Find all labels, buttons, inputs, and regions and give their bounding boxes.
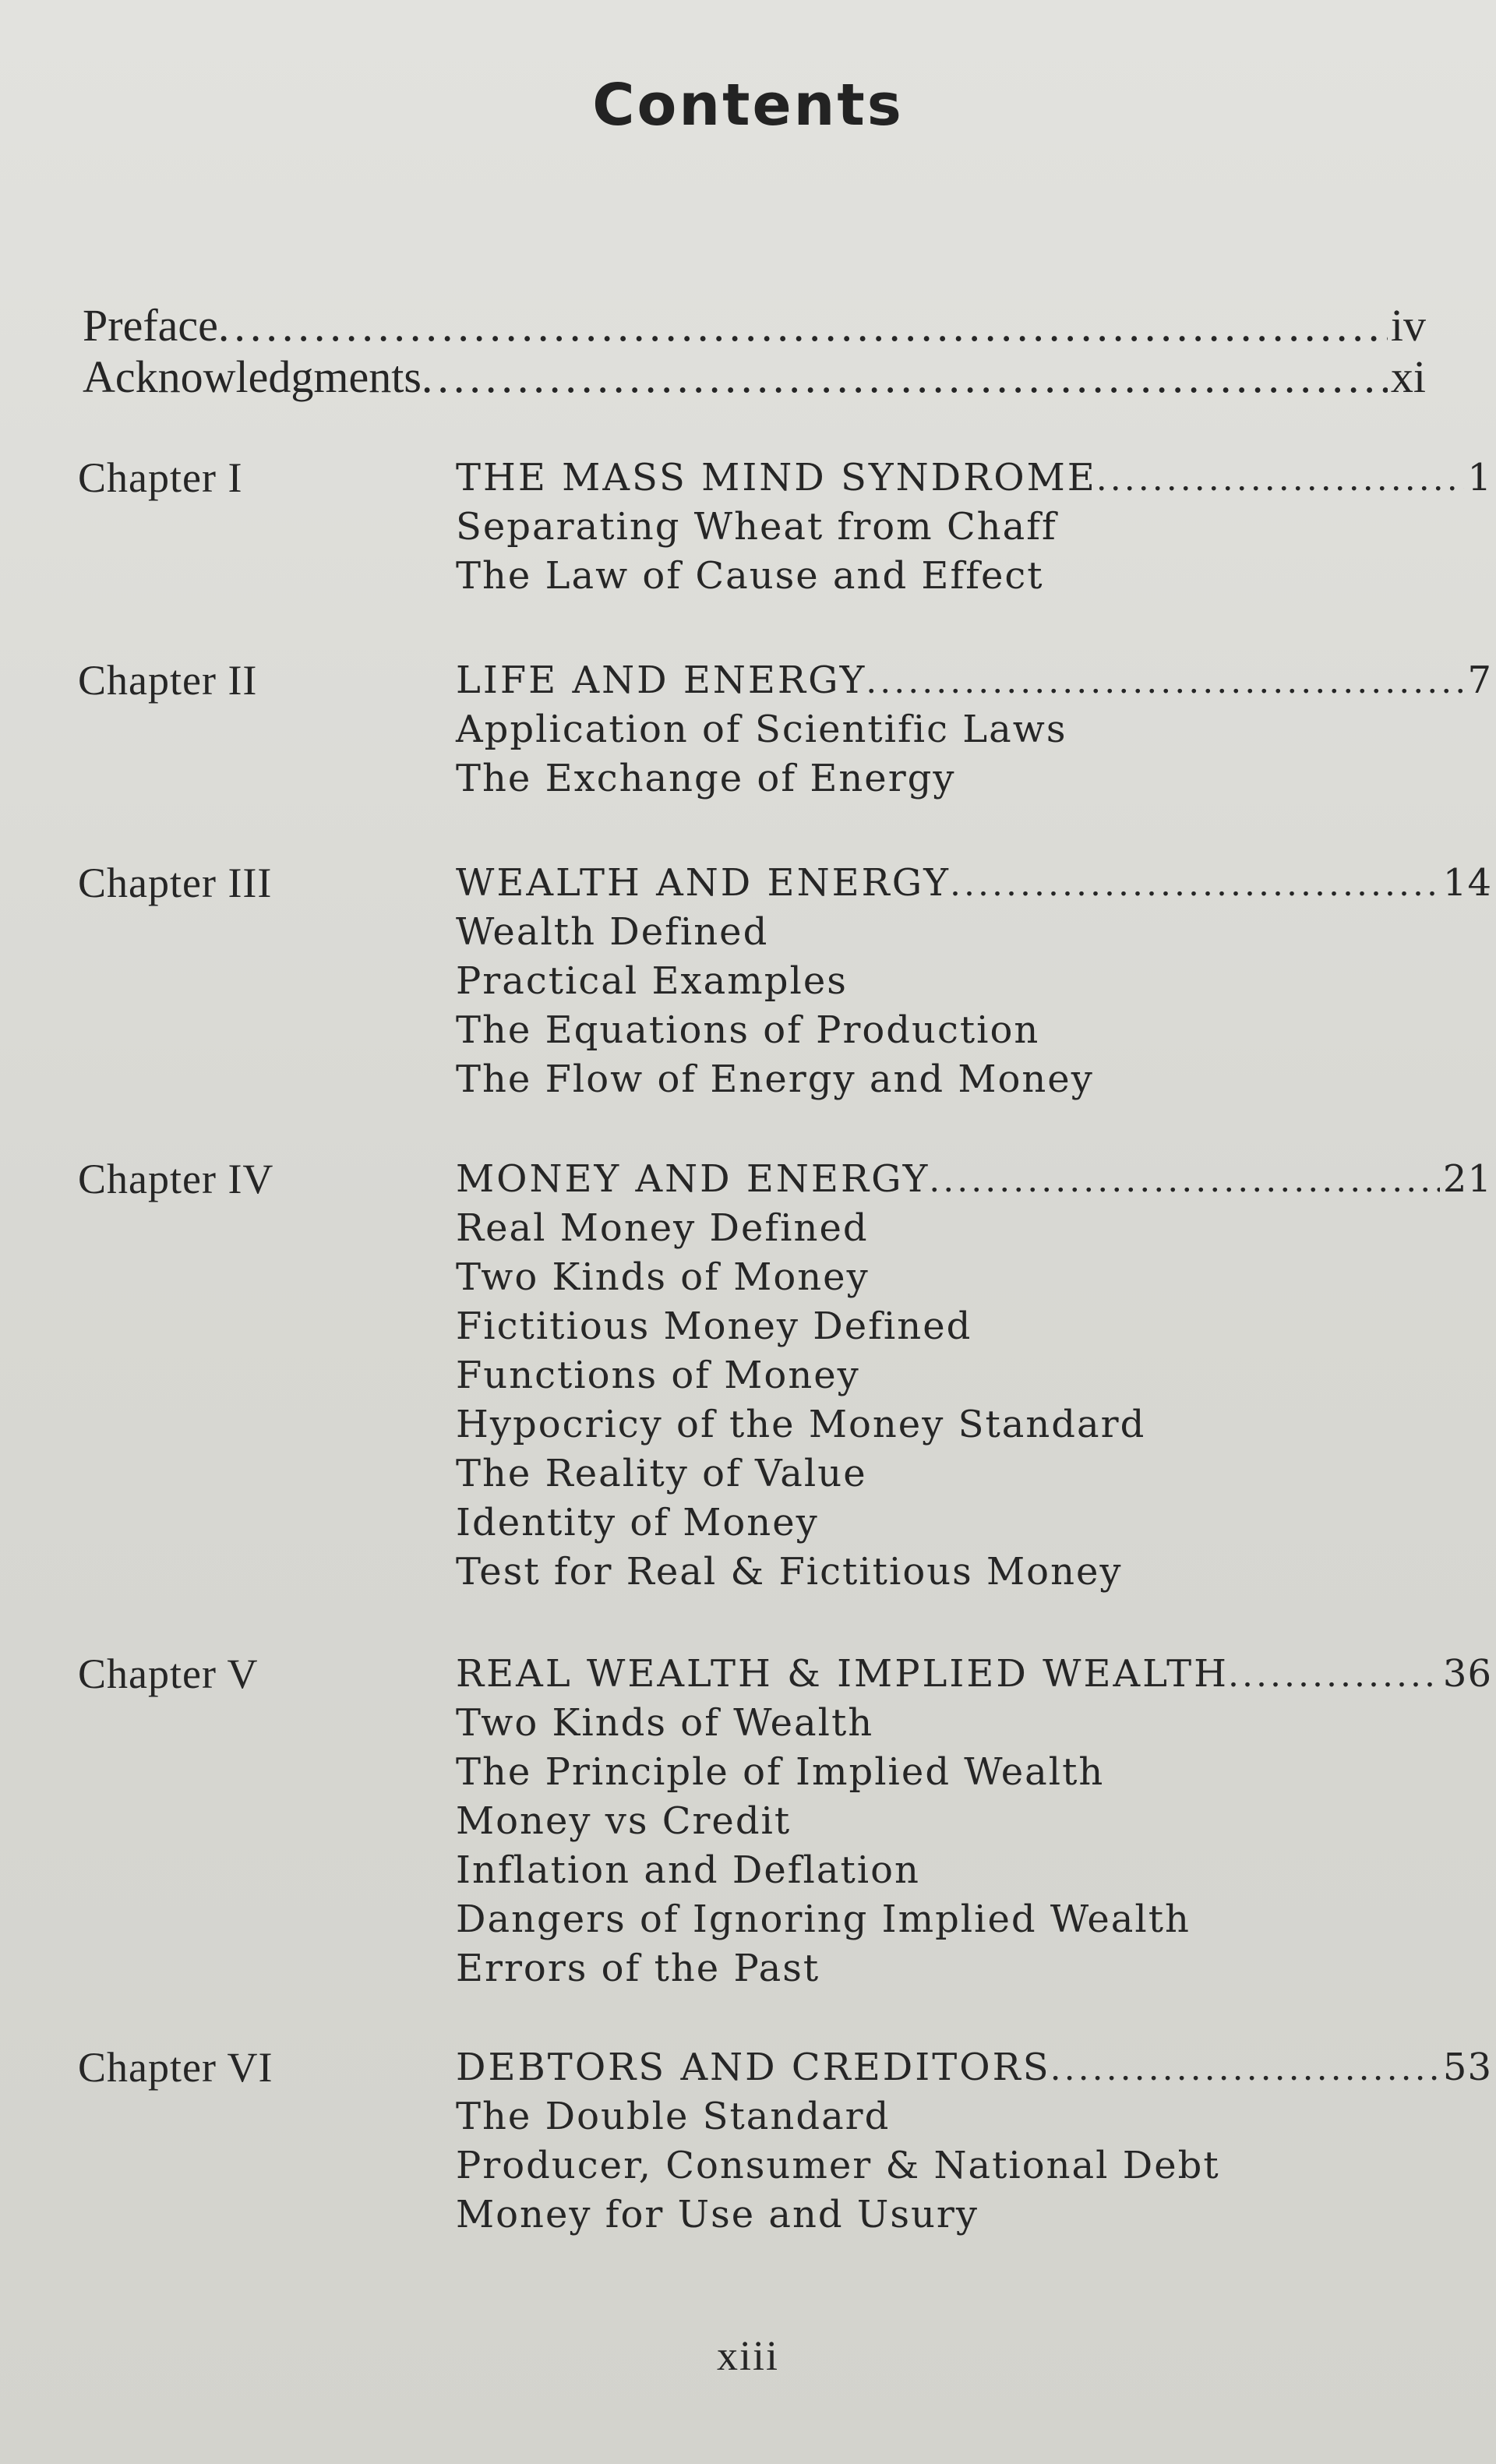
section-title: Fictitious Money Defined <box>456 1304 972 1348</box>
dot-leader <box>1097 454 1465 503</box>
chapter-title: MONEY AND ENERGY <box>456 1157 930 1201</box>
chapter-body <box>456 859 1492 1104</box>
section-title: Application of Scientific Laws <box>456 708 1067 751</box>
chapter-label: Chapter IV <box>78 1156 274 1202</box>
section-title: Two Kinds of Wealth <box>456 1701 874 1745</box>
chapter-title: THE MASS MIND SYNDROME <box>456 456 1097 500</box>
chapter-body <box>456 454 1492 601</box>
chapter-heading <box>456 1650 1492 1699</box>
section-title: Real Money Defined <box>456 1206 869 1250</box>
entry-label: Acknowledgments <box>83 351 422 402</box>
chapter-title: LIFE AND ENERGY <box>456 658 867 702</box>
dot-leader <box>951 859 1440 908</box>
chapter-body <box>456 1650 1492 1993</box>
section-title: Hypocricy of the Money Standard <box>456 1403 1146 1446</box>
page-title: Contents <box>592 72 904 139</box>
chapter-label: Chapter II <box>78 657 258 704</box>
section-title: Two Kinds of Money <box>456 1255 870 1299</box>
chapter-page: 21 <box>1442 1157 1492 1201</box>
section-title: The Law of Cause and Effect <box>456 554 1044 598</box>
dot-leader <box>930 1155 1440 1204</box>
chapter-body <box>456 2043 1492 2240</box>
chapter-page: 7 <box>1467 658 1492 702</box>
dot-leader <box>1051 2043 1440 2092</box>
section-title: The Double Standard <box>456 2095 891 2138</box>
section-title: Inflation and Deflation <box>456 1848 920 1892</box>
chapter-title: DEBTORS AND CREDITORS <box>456 2046 1051 2089</box>
section-title: Identity of Money <box>456 1501 819 1544</box>
section-title: Functions of Money <box>456 1354 860 1397</box>
entry-page: xi <box>1390 351 1426 402</box>
section-title: The Exchange of Energy <box>456 757 956 800</box>
chapter-heading <box>456 1155 1492 1204</box>
entry-page: iv <box>1390 300 1426 351</box>
front-matter <box>83 300 1426 403</box>
section-title: Dangers of Ignoring Implied Wealth <box>456 1897 1191 1941</box>
chapter-label: Chapter V <box>78 1650 259 1697</box>
chapter-label: Chapter III <box>78 860 273 906</box>
chapter-body <box>456 1155 1492 1597</box>
chapter-title: REAL WEALTH & IMPLIED WEALTH <box>456 1652 1229 1696</box>
dot-leader <box>218 300 1388 351</box>
chapter-title: WEALTH AND ENERGY <box>456 861 951 905</box>
chapter-heading <box>456 656 1492 705</box>
chapter-label: Chapter VI <box>78 2044 273 2091</box>
section-title: Practical Examples <box>456 959 848 1003</box>
chapter-page: 14 <box>1442 861 1492 905</box>
dot-leader <box>422 351 1388 403</box>
section-title: Errors of the Past <box>456 1947 820 1990</box>
section-title: The Reality of Value <box>456 1452 867 1495</box>
dot-leader <box>1229 1650 1440 1699</box>
chapter-page: 1 <box>1467 456 1492 500</box>
chapter-heading <box>456 2043 1492 2092</box>
section-title: Money vs Credit <box>456 1799 792 1843</box>
toc-entry-preface <box>83 300 1426 351</box>
chapter-heading <box>456 859 1492 908</box>
section-title: Producer, Consumer & National Debt <box>456 2144 1220 2187</box>
chapter-label: Chapter I <box>78 454 243 501</box>
chapter-page: 36 <box>1442 1652 1492 1696</box>
section-title: Separating Wheat from Chaff <box>456 505 1057 549</box>
section-title: Test for Real & Fictitious Money <box>456 1550 1123 1594</box>
chapter-page: 53 <box>1442 2046 1492 2089</box>
section-title: Money for Use and Usury <box>456 2193 979 2236</box>
toc-entry-acknowledgments <box>83 351 1426 403</box>
page-number: xiii <box>716 2332 779 2379</box>
chapter-heading <box>456 454 1492 503</box>
chapter-body <box>456 656 1492 803</box>
section-title: The Flow of Energy and Money <box>456 1057 1094 1101</box>
dot-leader <box>866 656 1464 705</box>
section-title: The Equations of Production <box>456 1008 1040 1052</box>
section-title: Wealth Defined <box>456 910 769 954</box>
entry-label: Preface <box>83 300 218 351</box>
section-title: The Principle of Implied Wealth <box>456 1750 1105 1794</box>
